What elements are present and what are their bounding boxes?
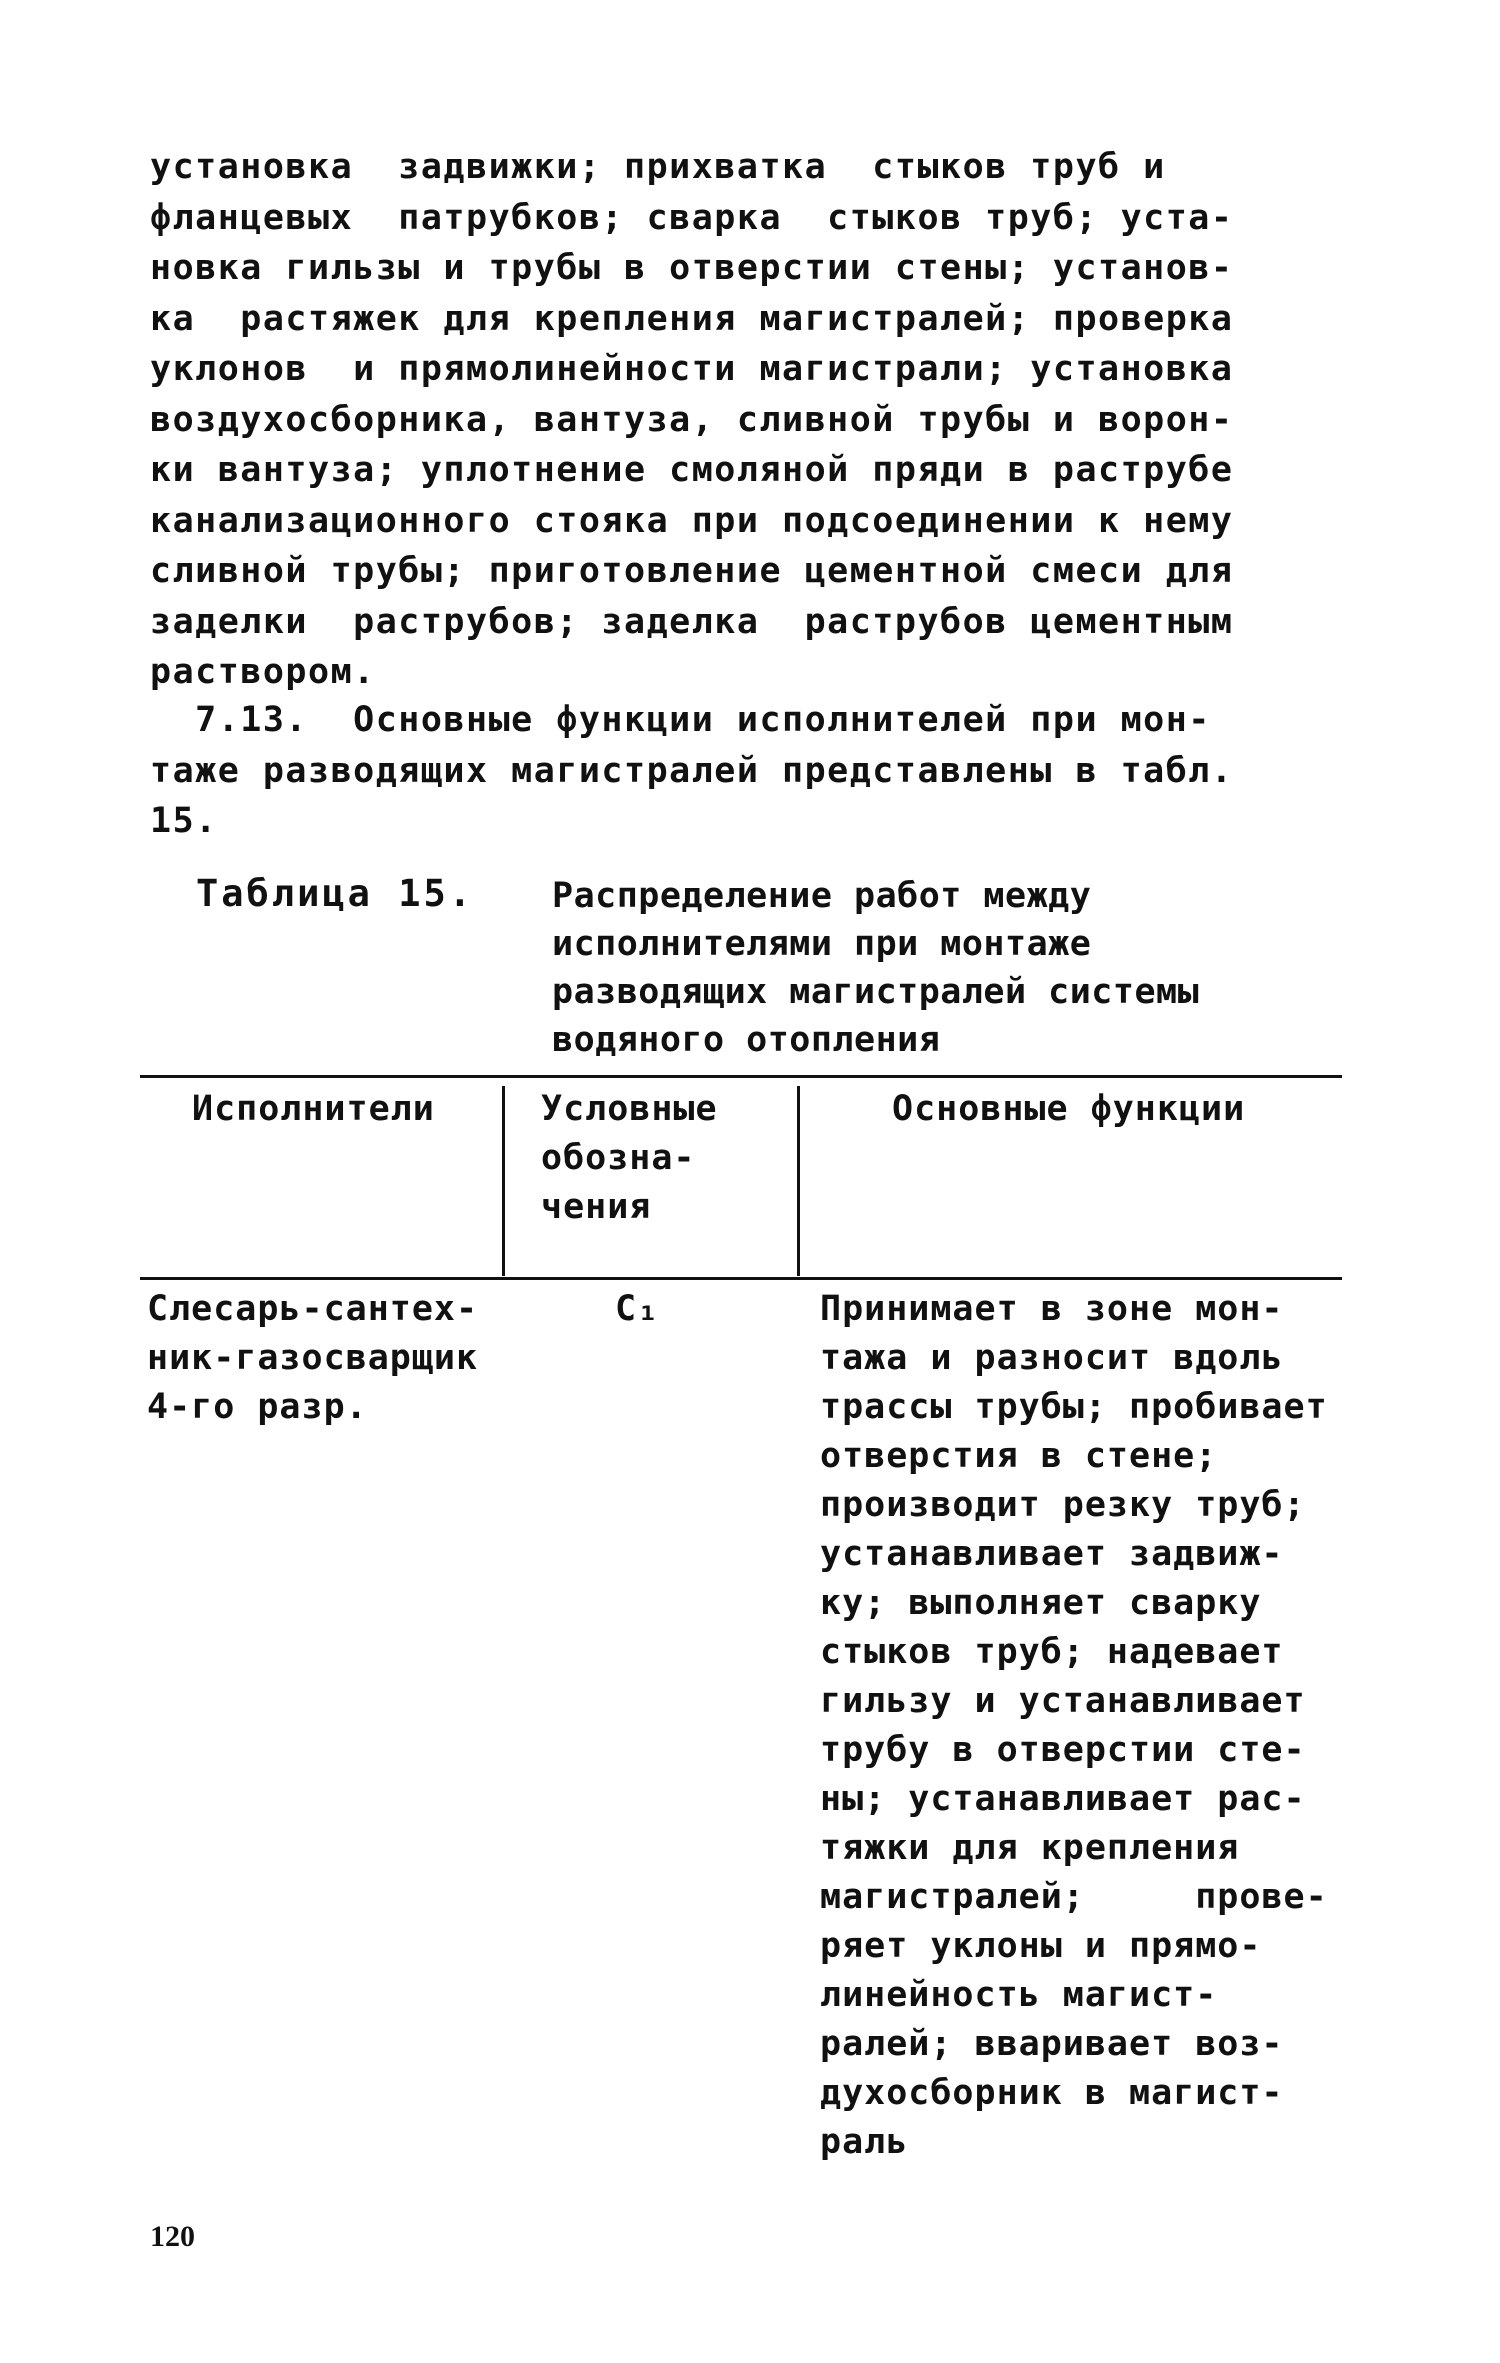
caption-line: разводящих магистралей системы: [552, 972, 1200, 1012]
caption-line: Распределение работ между: [552, 876, 1092, 916]
table-caption-title: [552, 872, 1352, 1064]
cell-line: производит резку труб;: [820, 1485, 1306, 1525]
header-line: Условные: [541, 1089, 718, 1129]
text-line: уклонов и прямолинейности магистрали; установка: [150, 349, 1234, 389]
text-line: установка задвижки; прихватка стыков труб и: [150, 147, 1166, 187]
text-line: сливной трубы; приготовление цементной смеси для: [150, 551, 1234, 591]
header-performers: Исполнители: [192, 1089, 435, 1129]
table-top-rule: [140, 1075, 1342, 1078]
text-line: заделки раструбов; заделка раструбов цементным: [150, 601, 1234, 642]
text-line: воздухосборника, вантуза, сливной трубы и ворон-: [150, 399, 1234, 440]
cell-line: тажа и разносит вдоль: [820, 1338, 1284, 1378]
cell-line: трассы трубы; пробивает: [820, 1387, 1328, 1427]
cell-line: духосборник в магист-: [820, 2073, 1284, 2113]
cell-performer: [147, 1285, 478, 1432]
table-caption-label: Таблица 15.: [196, 872, 475, 915]
page-number: 120: [150, 2220, 195, 2253]
cell-line: ник-газосварщик: [147, 1338, 479, 1378]
cell-line: 4-го разр.: [147, 1387, 368, 1427]
caption-line: исполнителями при монтаже: [552, 924, 1092, 964]
cell-line: ряет уклоны и прямо-: [820, 1926, 1262, 1966]
text-line: 15.: [150, 801, 218, 841]
cell-line: Принимает в зоне мон-: [820, 1289, 1284, 1329]
header-line: чения: [541, 1187, 652, 1227]
body-paragraph-2: [150, 695, 1360, 847]
cell-line: Слесарь-сантех-: [147, 1289, 479, 1329]
cell-line: ку; выполняет сварку: [820, 1583, 1262, 1623]
text-line: 7.13. Основные функции исполнителей при мон-: [150, 700, 1211, 740]
header-functions: Основные функции: [892, 1089, 1246, 1129]
text-line: таже разводящих магистралей представлены в табл.: [150, 750, 1234, 791]
table-header-rule: [140, 1277, 1342, 1280]
cell-line: трубу в отверстии сте-: [820, 1730, 1306, 1770]
cell-designation: С₁: [615, 1289, 660, 1329]
text-line: ка растяжек для крепления магистралей; проверка: [150, 298, 1234, 339]
table-column-divider-1: [502, 1086, 505, 1276]
cell-line: линейность магист-: [820, 1975, 1218, 2015]
cell-line: тяжки для крепления: [820, 1828, 1240, 1868]
header-designations: [541, 1085, 718, 1232]
text-line: ки вантуза; уплотнение смоляной пряди в раструбе: [150, 450, 1234, 490]
cell-line: стыков труб; надевает: [820, 1632, 1284, 1672]
cell-line: ралей; вваривает воз-: [820, 2024, 1284, 2064]
caption-line: водяного отопления: [552, 1020, 941, 1060]
text-line: раствором.: [150, 652, 376, 692]
header-line: обозна-: [541, 1138, 696, 1178]
cell-functions: [820, 1285, 1328, 2167]
text-line: новка гильзы и трубы в отверстии стены; установ-: [150, 248, 1234, 288]
cell-line: отверстия в стене;: [820, 1436, 1218, 1476]
cell-line: гильзу и устанавливает: [820, 1681, 1306, 1721]
cell-line: устанавливает задвиж-: [820, 1534, 1284, 1574]
text-line: фланцевых патрубков; сварка стыков труб; уста-: [150, 197, 1234, 238]
cell-line: раль: [820, 2122, 909, 2162]
cell-line: магистралей; прове-: [820, 1877, 1328, 1917]
body-paragraph-1: [150, 142, 1360, 698]
text-line: канализационного стояка при подсоединении к нему: [150, 500, 1234, 541]
table-column-divider-2: [797, 1086, 800, 1276]
cell-line: ны; устанавливает рас-: [820, 1779, 1306, 1819]
